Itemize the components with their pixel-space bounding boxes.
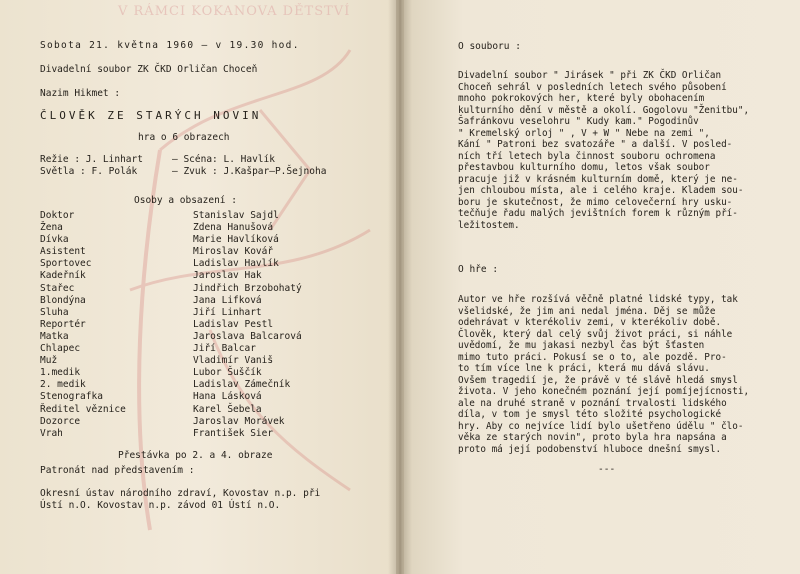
actor-name: Jaroslav Hak [193, 270, 262, 282]
paragraph-line: Choceň sehrál v posledních letech svého působení [458, 81, 727, 93]
role-name: 2. medik [40, 379, 86, 391]
play-title: ČLOVĚK ZE STARÝCH NOVIN [40, 109, 262, 122]
paragraph-line: proto má její podobenství hluboce dnešní smysl. [458, 443, 722, 455]
paragraph-line: uvědomí, že mu jakasi nezbyl čas být šťasten [458, 340, 705, 351]
paragraph-line: hry. Aby co nejvíce lidí bylo ušetřeno údělu " člo- [458, 420, 744, 432]
page-gutter [388, 0, 412, 574]
paragraph-line: života. V jeho konečném poznání její pomíjejícnosti, [458, 386, 750, 397]
play-heading: O hře : [458, 264, 499, 275]
actor-name: Jiří Balcar [193, 343, 256, 355]
paragraph-line: boru je skutečnost, že mimo celovečerní hry usku- [458, 196, 733, 208]
actor-name: Jana Lifková [193, 294, 262, 306]
paragraph-line: tečňuje řadu malých jevištních forem k různým pří- [458, 208, 738, 219]
paragraph-line: věka ze starých novin", proto byla hra napsána a [458, 432, 727, 443]
author-name: Nazim Hikmet : [40, 88, 121, 99]
paragraph-line: Kání " Patroni bez svatozáře " a další. V posled- [458, 139, 733, 150]
ensemble-name: Divadelní soubor ZK ČKD Orličan Choceň [40, 64, 258, 75]
left-page [0, 0, 396, 574]
actor-name: Marie Havlíková [193, 234, 279, 246]
paragraph-line: jen chloubou místa, ale i celého kraje. Kladem sou- [458, 185, 744, 196]
patronage-line: Okresní ústav národního zdraví, Kovostav n.p. při [40, 488, 321, 499]
paragraph-line: Člověk, který dal celý svůj život práci, si náhle [458, 328, 733, 340]
paragraph-line: pracuje již v krásném kulturním domě, který je ne- [458, 173, 738, 185]
actor-name: Ladislav Zámečník [193, 379, 291, 391]
actor-name: Ladislav Pestl [193, 318, 274, 330]
crew-line-2-right: – Zvuk : J.Kašpar–P.Šejnoha [172, 166, 327, 177]
paragraph-line: ležitostem. [458, 219, 520, 231]
play-subtitle: hra o 6 obrazech [138, 132, 230, 143]
paragraph-line: odehrávat v kterékoliv zemi, v kterékoliv době. [458, 317, 722, 328]
actor-name: Miroslav Kovář [193, 246, 274, 258]
role-name: Stenografka [40, 391, 103, 403]
paragraph-line: díla, v tom je smysl této složité psychologické [458, 409, 722, 420]
role-name: Stařec [40, 282, 75, 294]
role-name: Sportovec [40, 258, 92, 270]
role-name: Blondýna [40, 294, 86, 306]
role-name: Matka [40, 330, 69, 342]
patronage-heading: Patronát nad představením : [40, 465, 195, 476]
paragraph-line: to tím více lne k práci, která mu dává slávu. [458, 363, 710, 374]
paragraph-line: Ovšem tragedií je, že právě v té slávě hledá smysl [458, 374, 738, 386]
play-paragraph [458, 294, 749, 455]
role-name: Chlapec [40, 343, 81, 355]
paragraph-line: ale na druhé straně v poznání trvalosti lidského [458, 397, 727, 409]
actor-name: Stanislav Sajdl [193, 210, 279, 221]
actor-name: Zdena Hanušová [193, 222, 274, 234]
role-name: Dívka [40, 234, 69, 246]
about-paragraph [458, 70, 749, 231]
paragraph-line: Autor ve hře rozšívá věčně platné lidské typy, tak [458, 294, 738, 305]
paragraph-line: kulturního dění v městě a okolí. Gogolovu "Ženitbu", [458, 104, 750, 116]
role-name: Muž [40, 355, 58, 367]
actor-name: Vladimír Vaniš [193, 355, 274, 367]
role-name: Dozorce [40, 415, 81, 427]
role-name: Ředitel věznice [40, 403, 126, 415]
paragraph-line: mnoho pokrokových her, které byly obohacením [458, 93, 705, 104]
cast-heading: Osoby a obsazení : [134, 195, 237, 206]
actor-name: Lubor Šuščík [193, 367, 262, 379]
end-mark: --- [598, 464, 616, 475]
paragraph-line: Divadelní soubor " Jirásek " při ZK ČKD Orličan [458, 70, 722, 81]
paragraph-line: Šafránkovu veselohru " Kudy kam." Pogodinův [458, 116, 699, 127]
patronage-line: Ústí n.O. Kovostav n.p. závod 01 Ústí n.O. [40, 500, 281, 511]
role-name: Vrah [40, 427, 63, 439]
role-name: Doktor [40, 210, 75, 221]
actor-name: Ladislav Havlík [193, 258, 279, 270]
actor-name: Jiří Linhart [193, 306, 262, 318]
right-page [404, 0, 800, 574]
paragraph-line: přestavbou kulturního domu, letos však soubor [458, 162, 710, 173]
watermark-text: V RÁMCI KOKANOVA DĚTSTVÍ [118, 4, 351, 19]
performance-date: Sobota 21. května 1960 – v 19.30 hod. [40, 40, 300, 51]
paragraph-line: všelidské, že jim ani nedal jména. Děj se může [458, 305, 716, 317]
role-name: Reportér [40, 318, 86, 330]
role-name: Sluha [40, 306, 69, 318]
crew-line-1-right: – Scéna: L. Havlík [172, 154, 275, 165]
role-name: 1.medik [40, 367, 81, 379]
role-name: Žena [40, 222, 63, 234]
actor-name: Jaroslava Balcarová [193, 330, 302, 342]
about-heading: O souboru : [458, 41, 521, 52]
actor-name: Karel Šebela [193, 403, 262, 415]
crew-line-2-left: Světla : F. Polák [40, 166, 138, 177]
actor-name: Jaroslav Morávek [193, 415, 285, 427]
paragraph-line: ních tří letech byla činnost souboru ochromena [458, 150, 716, 162]
paragraph-line: " Kremelský orloj " , V + W " Nebe na zemi ", [458, 127, 710, 139]
actor-name: František Sier [193, 427, 274, 439]
crew-line-1-left: Režie : J. Linhart [40, 154, 143, 165]
actor-name: Jindřich Brzobohatý [193, 282, 302, 294]
role-name: Kadeřník [40, 270, 86, 282]
actor-name: Hana Lásková [193, 391, 262, 403]
intermission-note: Přestávka po 2. a 4. obraze [118, 450, 273, 461]
role-name: Asistent [40, 246, 86, 258]
paragraph-line: mimo tuto práci. Pokusí se o to, ale pozdě. Pro- [458, 351, 727, 363]
